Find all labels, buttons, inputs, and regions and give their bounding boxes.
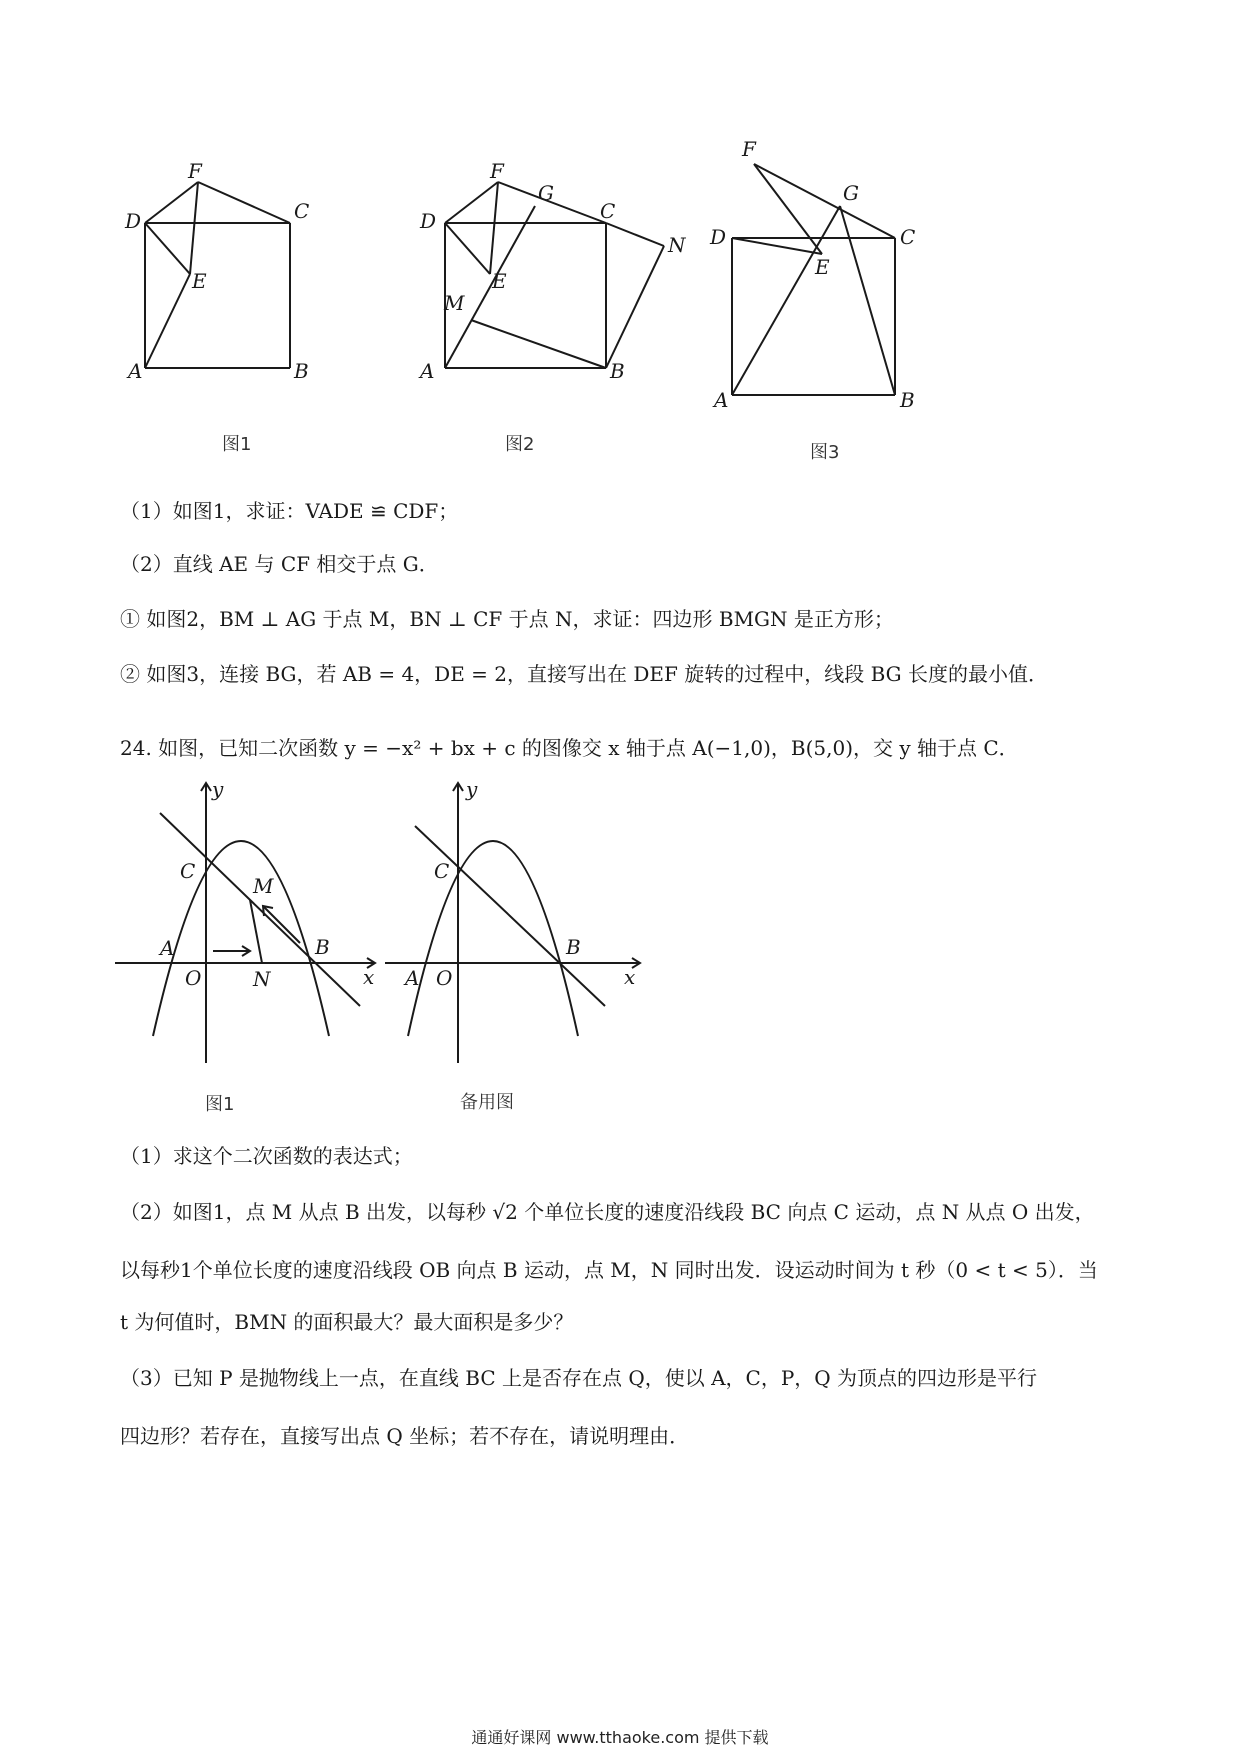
q23-part2b: ② 如图3，连接 BG，若 AB = 4，DE = 2，直接写出在 DEF 旋转的过程中，线段 BG 长度的最小值． [120,662,1048,686]
graph2-label-C: C [434,859,450,883]
fig1-label-D: D [125,209,142,233]
fig2-label-M: M [444,291,465,315]
graph1-label-A: A [160,936,175,960]
q24-part1: （1）求这个二次函数的表达式； [120,1144,413,1168]
fig1-label-E: E [192,269,207,293]
q24-part2-line1: （2）如图1，点 M 从点 B 出发，以每秒 √2 个单位长度的速度沿线段 BC 向点 C 运动，点 N 从点 O 出发， [120,1200,1095,1224]
fig3-label-D: D [710,225,727,249]
fig2-label-B: B [610,359,625,383]
fig2-label-D: D [420,209,437,233]
fig1-lines [145,182,290,368]
q24-graph-fig1 [115,778,395,1068]
graph2-label-B: B [566,935,581,959]
fig1-label-F: F [188,159,202,183]
fig3-label-F: F [742,137,756,161]
graph1-arrow-right [213,946,250,956]
fig1-label-A: A [128,359,143,383]
fig3-label-C: C [900,225,916,249]
fig3-label-G: G [843,181,859,205]
fig2-lines [445,182,664,368]
fig3-caption: 图3 [810,442,840,463]
q23-part2a: ① 如图2，BM ⊥ AG 于点 M，BN ⊥ CF 于点 N，求证：四边形 BMGN 是正方形； [120,607,894,631]
graph1-label-y: y [212,777,224,801]
graph2-label-A: A [405,966,420,990]
graph1-label-M: M [253,874,274,898]
fig1-caption: 图1 [222,434,252,455]
fig2-label-F: F [490,159,504,183]
q24-part2-line2: 以每秒1个单位长度的速度沿线段 OB 向点 B 运动，点 M，N 同时出发．设运动时间为 t 秒（0 < t < 5）．当 [120,1258,1098,1282]
q24-part3-line2: 四边形？若存在，直接写出点 Q 坐标；若不存在，请说明理由． [120,1424,690,1448]
fig3-label-B: B [900,388,915,412]
graph1-caption: 图1 [205,1094,235,1115]
graph1-label-B: B [315,935,330,959]
graph1-axes [115,783,375,1063]
fig2-label-C: C [600,199,616,223]
fig3-label-A: A [714,388,729,412]
q24-graph-spare [380,778,660,1068]
q24-stem: 24. 如图，已知二次函数 y = −x² + bx + c 的图像交 x 轴于点 A(−1,0)，B(5,0)，交 y 轴于点 C． [120,736,1019,760]
figure-1-square [125,159,340,390]
fig2-label-E: E [492,269,507,293]
q23-part2: （2）直线 AE 与 CF 相交于点 G． [120,552,439,576]
graph2-label-y: y [466,777,478,801]
figure-2-square [420,159,690,390]
q23-part1: （1）如图1，求证：VADE ≌ CDF； [120,499,459,523]
fig1-label-B: B [294,359,309,383]
fig2-caption: 图2 [505,434,535,455]
graph2-label-x: x [624,965,636,989]
fig3-lines [732,164,895,395]
graph1-label-C: C [180,859,196,883]
graph1-label-x: x [363,965,375,989]
fig1-label-C: C [294,199,310,223]
figure-3-square [710,137,940,412]
fig2-label-G: G [538,181,554,205]
graph2-caption: 备用图 [460,1092,514,1113]
fig2-label-A: A [420,359,435,383]
graph2-axes [385,783,640,1063]
q24-part3-line1: （3）已知 P 是抛物线上一点，在直线 BC 上是否存在点 Q，使以 A，C，P，Q 为顶点的四边形是平行 [120,1366,1038,1390]
fig2-label-N: N [668,233,686,257]
graph1-label-N: N [253,967,271,991]
graph1-label-O: O [185,966,202,990]
q24-part2-line3: t 为何值时，BMN 的面积最大？最大面积是多少？ [120,1310,574,1334]
graph2-label-O: O [436,966,453,990]
page-footer: 通通好课网 www.tthaoke.com 提供下载 [471,1728,769,1747]
fig3-label-E: E [815,255,830,279]
